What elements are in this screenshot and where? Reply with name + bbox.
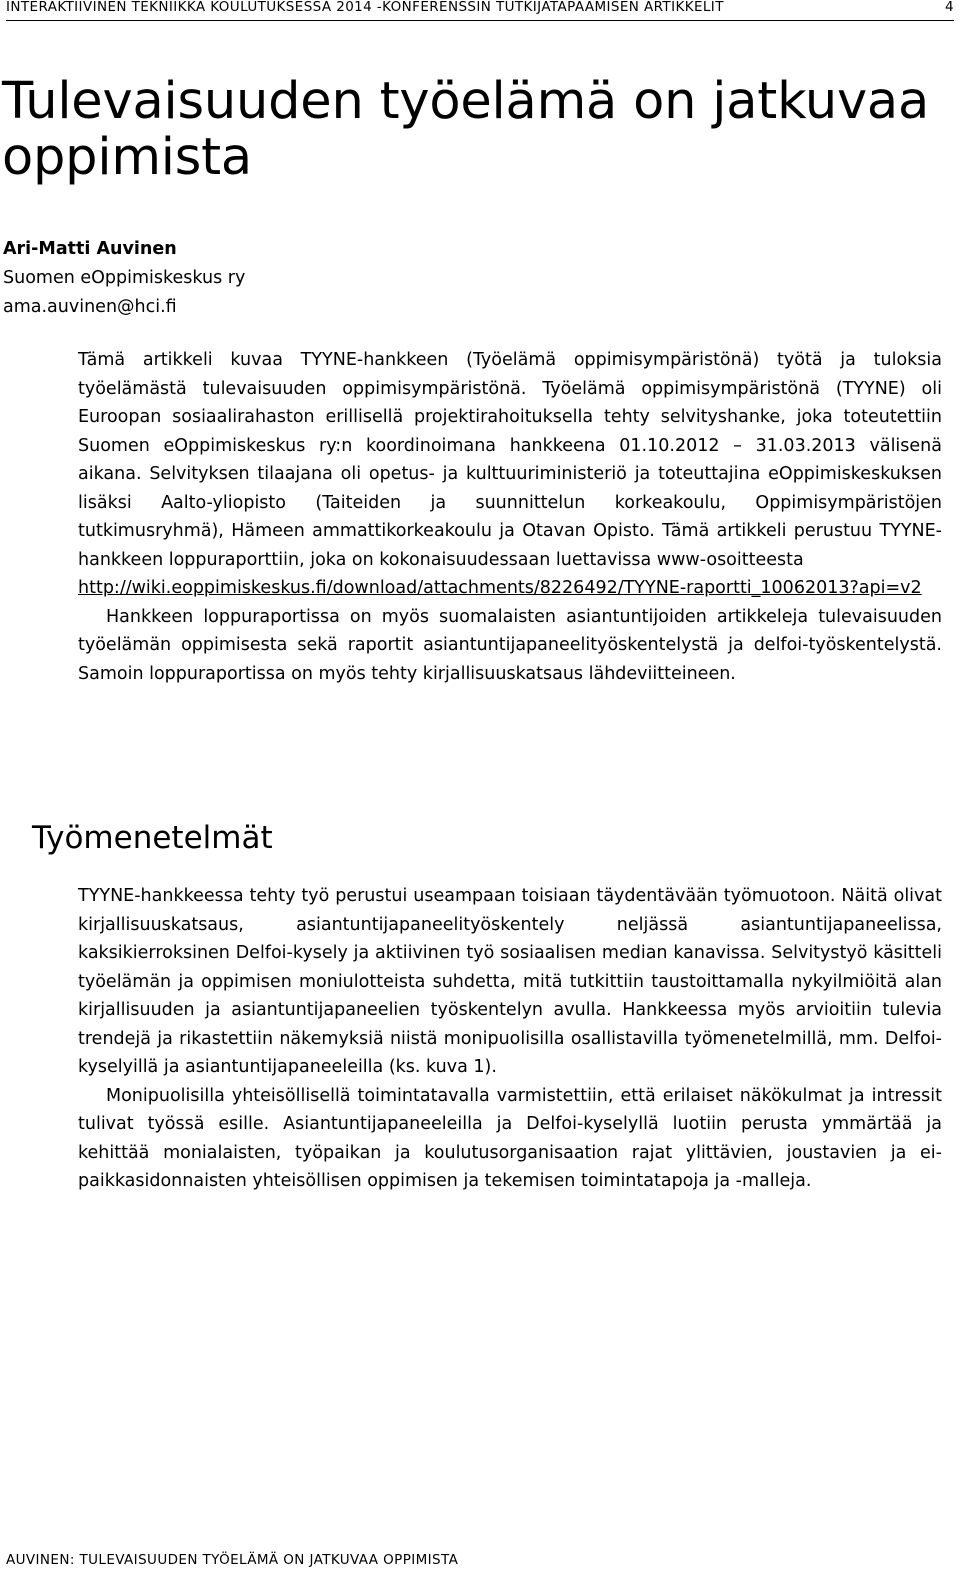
page-number: 4 bbox=[945, 0, 954, 15]
author-block bbox=[3, 235, 245, 322]
methods-section bbox=[78, 882, 942, 1196]
methods-paragraph-1: TYYNE-hankkeessa tehty työ perustui useampaan toisiaan täydentävään työmuotoon. Näitä olivat kirjallisuuskatsaus, asiantuntijapaneelityöskentely neljässä asiantuntijapaneelissa, kaksikierroksinen Delfoi-kysely ja aktiivinen työ sosiaalisen median kanavissa. Selvitystyö käsitteli työelämän ja oppimisen moniulotteista suhdetta, mitä tutkittiin taustoittamalla nykyilmiöitä alan kirjallisuuden ja asiantuntijapaneelien työskentelyn avulla. Hankkeessa myös arvioitiin tulevia trendejä ja rikastettiin näkemyksiä niistä monipuolisilla osallistavilla työmenetelmillä, mm. Delfoi-kyselyillä ja asiantuntijapaneeleilla (ks. kuva 1). bbox=[78, 886, 942, 1077]
article-title: Tulevaisuuden työelämä on jatkuvaa oppimista bbox=[2, 72, 930, 187]
running-footer: AUVINEN: TULEVAISUUDEN TYÖELÄMÄ ON JATKUVAA OPPIMISTA bbox=[6, 1552, 459, 1568]
abstract-paragraph: Tämä artikkeli kuvaa TYYNE-hankkeen (Työelämä oppimisympäristönä) työtä ja tuloksia työelämästä tulevaisuuden oppimisympäristönä. Työelämä oppimisympäristönä (TYYNE) oli Euroopan sosiaalirahaston erillisellä projektirahoituksella tehty selvityshanke, joka toteutettiin Suomen eOppimiskeskus ry:n koordinoimana hankkeena 01.10.2012 – 31.03.2013 välisenä aikana. Selvityksen tilaajana oli opetus- ja kulttuuriministeriö ja toteuttajina eOppimiskeskuksen lisäksi Aalto-yliopisto (Taiteiden ja suunnittelun korkeakoulu, Oppimisympäristöjen tutkimusryhmä), Hämeen ammattikorkeakoulu ja Otavan Opisto. Tämä artikkeli perustuu TYYNE-hankkeen loppuraporttiin, joka on kokonaisuudessaan luettavissa www-osoitteesta bbox=[78, 350, 942, 570]
abstract bbox=[78, 346, 942, 688]
abstract-paragraph-2: Hankkeen loppuraportissa on myös suomalaisten asiantuntijoiden artikkeleja tulevaisuuden työelämän oppimisesta sekä raportit asiantuntijapaneelityöskentelystä ja delfoi-työskentelystä. Samoin loppuraportissa on myös tehty kirjallisuuskatsaus lähdeviitteineen. bbox=[78, 606, 942, 684]
author-name: Ari-Matti Auvinen bbox=[3, 239, 177, 259]
author-email: ama.auvinen@hci.fi bbox=[3, 297, 177, 317]
author-organization: Suomen eOppimiskeskus ry bbox=[3, 268, 246, 288]
report-link[interactable]: http://wiki.eoppimiskeskus.fi/download/attachments/8226492/TYYNE-raportti_10062013?api=v2 bbox=[78, 578, 922, 598]
conference-title: INTERAKTIIVINEN TEKNIIKKA KOULUTUKSESSA 2014 -KONFERENSSIN TUTKIJATAPAAMISEN ARTIKKELIT bbox=[6, 0, 724, 15]
running-header bbox=[6, 0, 954, 21]
methods-paragraph-2: Monipuolisilla yhteisöllisellä toimintatavalla varmistettiin, että erilaiset näkökulmat ja intressit tulivat työssä esille. Asiantuntijapaneeleilla ja Delfoi-kyselyllä luotiin perusta ymmärtää ja kehittää monialaisten, työpaikan ja koulutusorganisaation rajat ylittävien, joustavien ja ei-paikkasidonnaisten yhteisöllisen oppimisen ja tekemisen toimintatapoja ja -malleja. bbox=[78, 1085, 942, 1191]
section-heading: Työmenetelmät bbox=[32, 820, 273, 856]
